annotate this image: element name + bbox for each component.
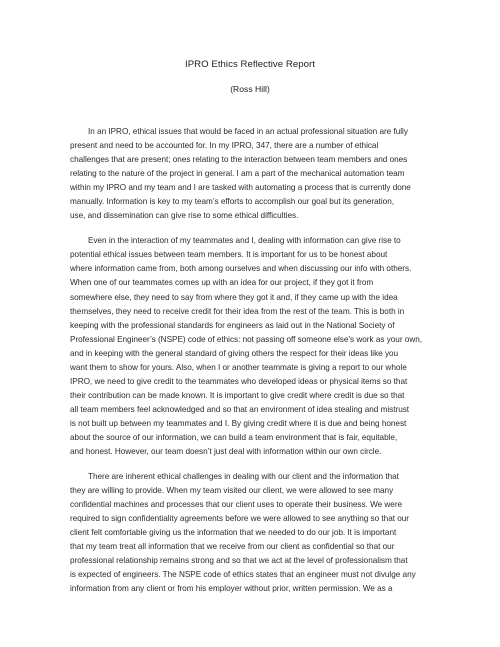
text-line: keeping with the professional standards for engineers as laid out in the National Society of — [70, 320, 395, 330]
document-author: (Ross Hill) — [230, 84, 270, 94]
text-line: where information came from, both among ourselves and when discussing our info with others. — [70, 264, 412, 274]
text-line: relating to the nature of the project in general. I am a part of the mechanical automation team — [70, 169, 405, 179]
text-line: client felt comfortable giving us the information that we needed to do our job. It is important — [70, 528, 397, 538]
text-line: IPRO, we need to give credit to the teammates who developed ideas or physical items so that — [70, 376, 408, 386]
text-line: about the source of our information, we can build a team environment that is fair, equitable, — [70, 432, 398, 442]
text-line: professional relationship remains strong and so that we act at the level of professionalism that — [70, 556, 408, 566]
text-line: confidential machines and processes that our client uses to operate their business. We were — [70, 500, 403, 510]
text-line: In an IPRO, ethical issues that would be faced in an actual professional situation are fully — [88, 127, 408, 136]
text-line: required to sign confidentiality agreements before we were allowed to see anything so that our — [70, 514, 410, 524]
document-title: IPRO Ethics Reflective Report — [185, 59, 315, 70]
text-line: want them to show for yours. Also, when I or another teammate is giving a report to our whole — [70, 362, 407, 372]
text-line: potential ethical issues between team members. It is important for us to be honest about — [70, 250, 388, 260]
text-line: Even in the interaction of my teammates and I, dealing with information can give rise to — [88, 236, 401, 246]
text-line: challenges that are present; ones relating to the interaction between team members and ones — [70, 155, 408, 165]
text-line: all team members feel acknowledged and so that an environment of idea stealing and mistrust — [70, 404, 410, 414]
document-body — [70, 125, 436, 608]
text-line: information from any client or from his employer without prior, written permission. We as a — [70, 584, 393, 594]
text-line: somewhere else, they need to say from where they got it and, if they came up with the idea — [70, 292, 398, 302]
paragraph — [70, 234, 436, 459]
text-line: within my IPRO and my team and I are tasked with automating a process that is currently done — [70, 183, 411, 193]
text-line: There are inherent ethical challenges in dealing with our client and the information that — [88, 472, 399, 482]
text-line: and in keeping with the general standard of giving others the respect for their ideas like you — [70, 348, 399, 358]
text-line: is not built up between my teammates and I. By giving credit where it is due and being honest — [70, 418, 407, 428]
text-line: they are willing to provide. When my team visited our client, we were allowed to see many — [70, 486, 394, 496]
text-line: When one of our teammates comes up with an idea for our project, if they got it from — [70, 278, 374, 288]
text-line: present and need to be accounted for. In my IPRO, 347, there are a number of ethical — [70, 141, 379, 151]
text-line: and honest. However, our team doesn’t just deal with information within our own circle. — [70, 447, 382, 457]
text-line: Professional Engineer’s (NSPE) code of ethics: not passing off someone else’s work as your own, — [70, 334, 423, 344]
text-line: their contribution can be made known. It is important to give credit where credit is due so that — [70, 390, 405, 400]
text-line: themselves, they need to receive credit for their idea from the rest of the team. This is both in — [70, 306, 405, 316]
text-line: use, and dissemination can give rise to some ethical difficulties. — [70, 211, 299, 221]
text-line: manually. Information is key to my team’s efforts to accomplish our goal but its generation, — [70, 197, 394, 207]
text-line: that my team treat all information that we receive from our client as confidential so that our — [70, 542, 395, 552]
text-line: is expected of engineers. The NSPE code of ethics states that an engineer must not divulge any — [70, 570, 416, 580]
paragraph — [70, 470, 436, 596]
paragraph — [70, 125, 436, 223]
